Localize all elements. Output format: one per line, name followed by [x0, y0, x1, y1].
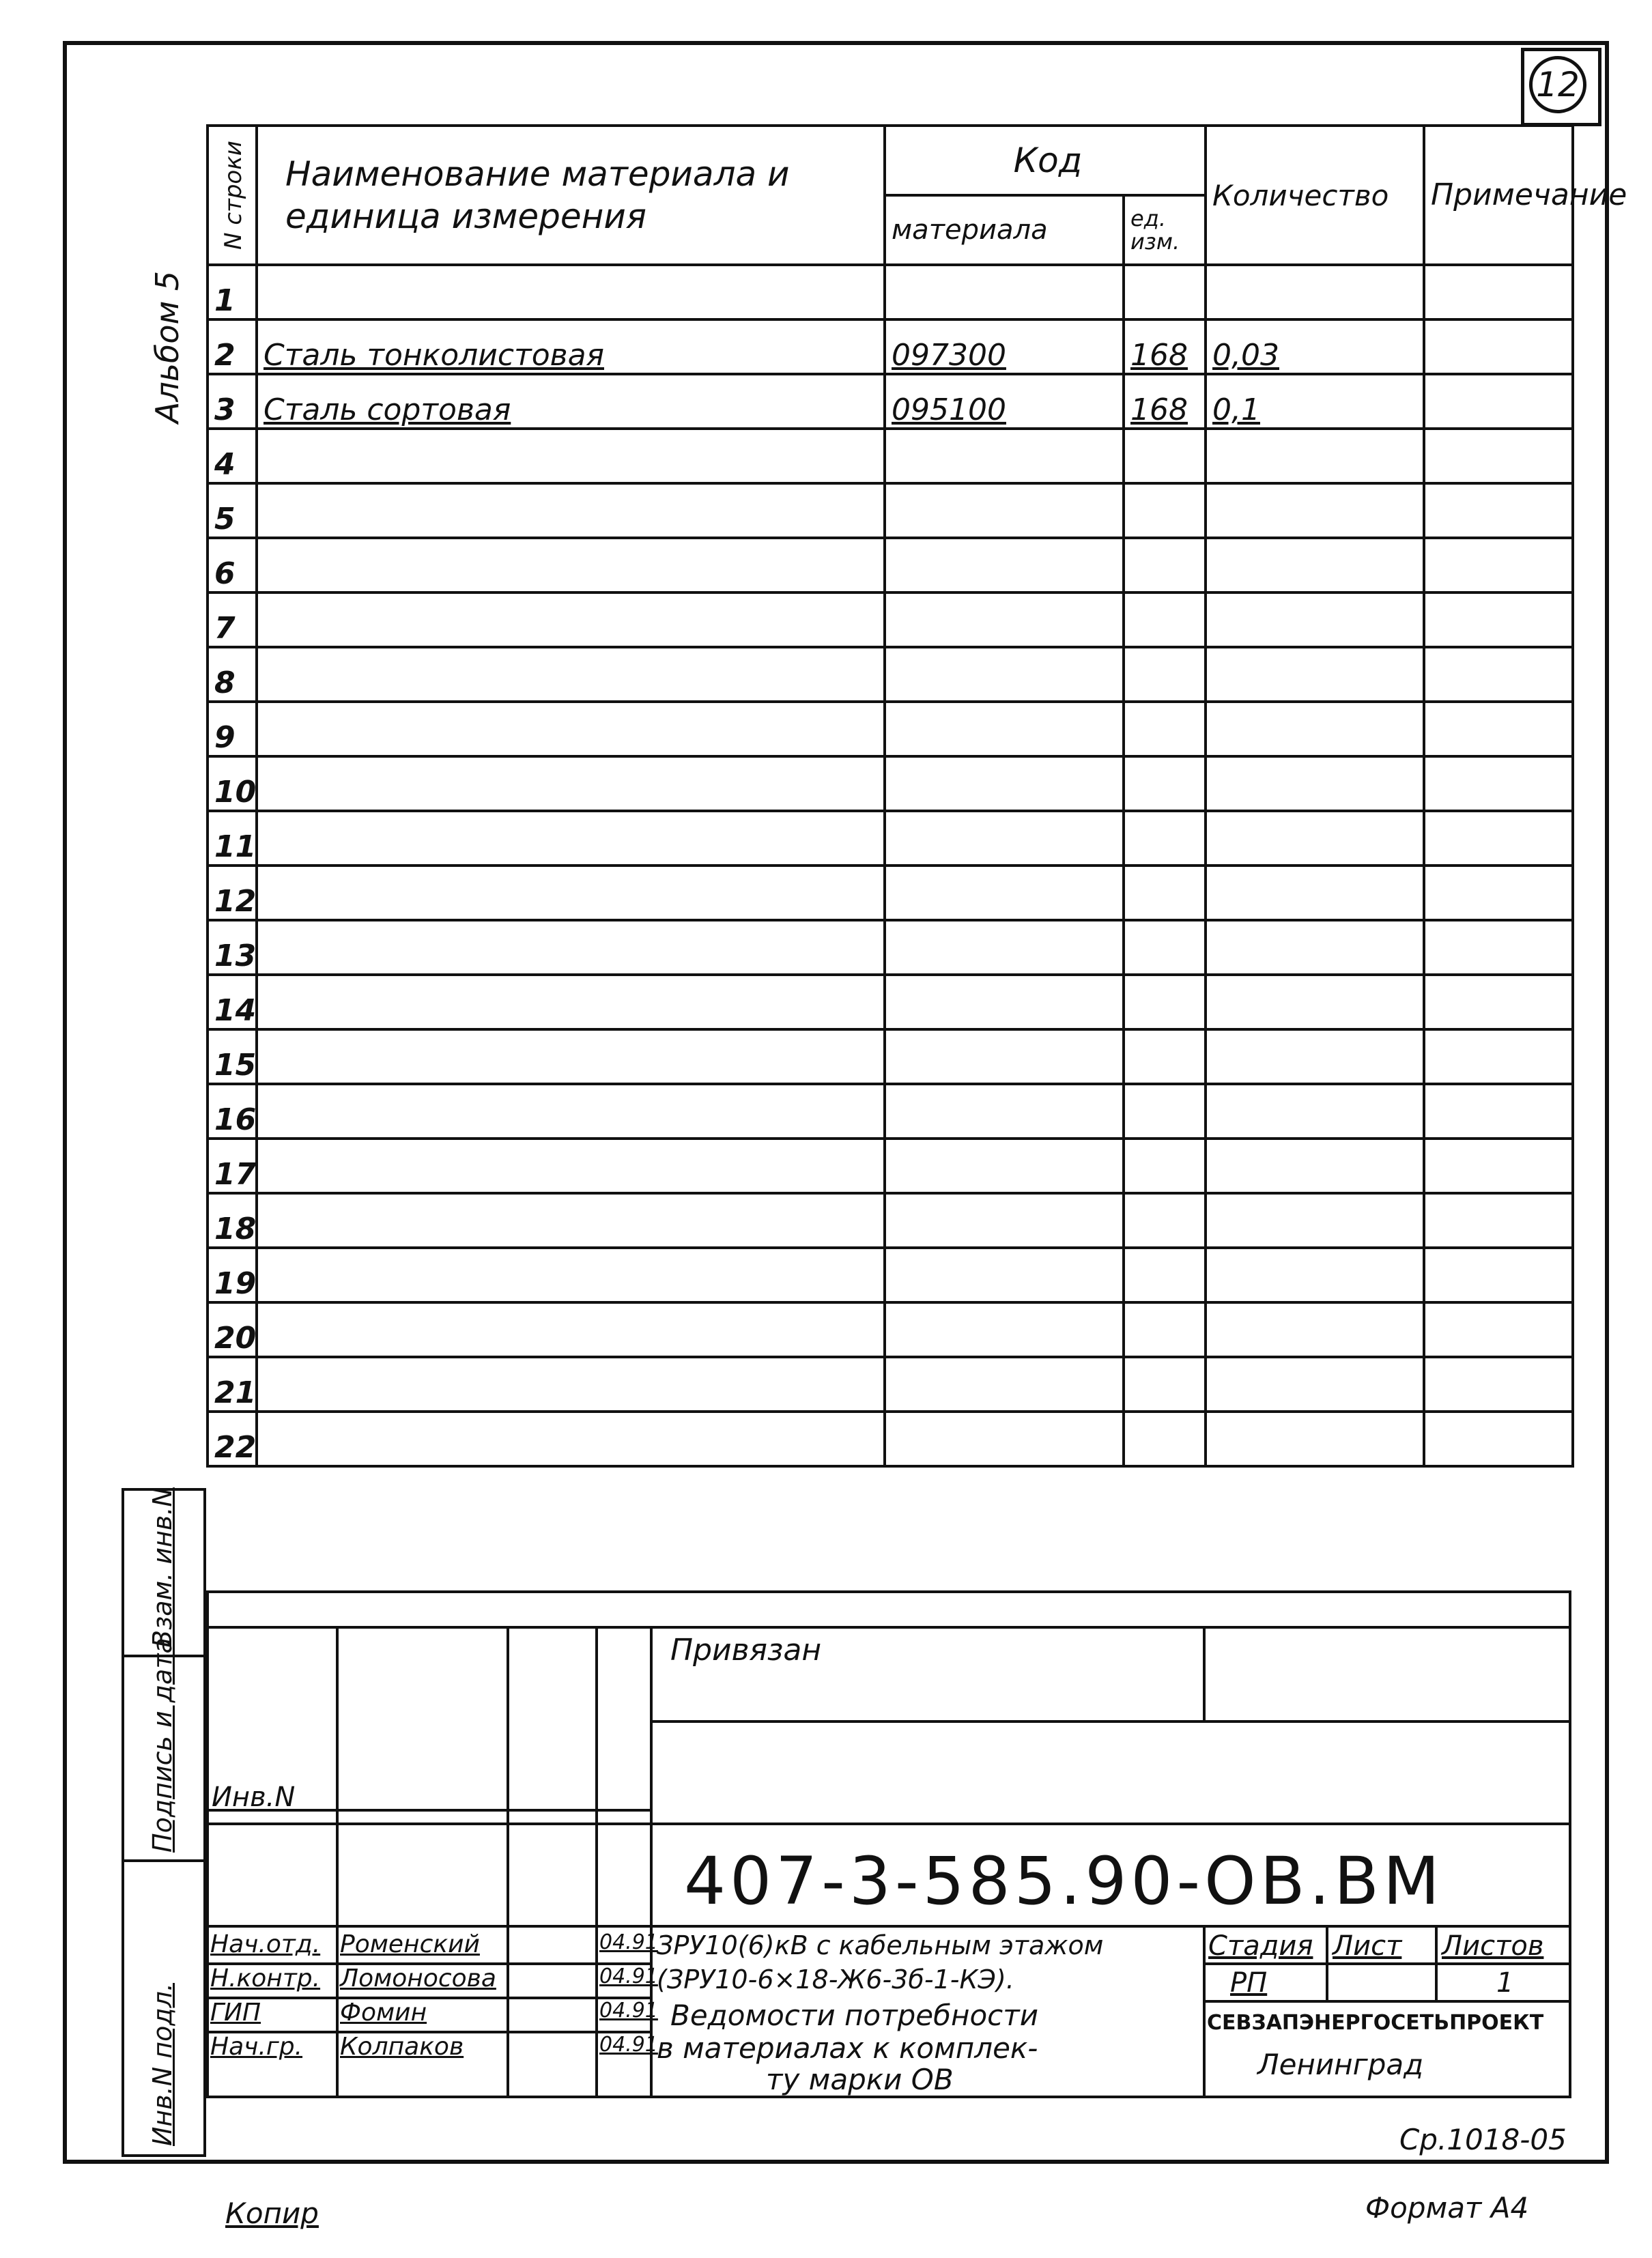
table-row [208, 1357, 1573, 1412]
quantity: 0,03 [1206, 319, 1424, 374]
material-code [885, 1248, 1124, 1302]
title-line-1: ЗРУ10(6)кВ с кабельным этажом [657, 1930, 1104, 1960]
unit-code [1124, 647, 1206, 702]
header-row-no: N строки [208, 126, 257, 265]
quantity [1206, 1302, 1424, 1357]
material-code [885, 975, 1124, 1029]
row-number: 8 [208, 647, 257, 702]
unit-code [1124, 866, 1206, 920]
quantity [1206, 1084, 1424, 1139]
material-name [257, 975, 885, 1029]
table-row [208, 811, 1573, 866]
note [1424, 1193, 1573, 1248]
table-row [208, 756, 1573, 811]
signer-name: Фомин [340, 1999, 427, 2027]
material-code [885, 702, 1124, 756]
quantity: 0,1 [1206, 374, 1424, 429]
unit-code [1124, 1139, 1206, 1193]
quantity [1206, 538, 1424, 592]
organization-city: Ленинград [1257, 2048, 1424, 2081]
material-code [885, 1084, 1124, 1139]
row-number: 1 [208, 265, 257, 319]
material-name: Сталь тонколистовая [257, 319, 885, 374]
table-row [208, 975, 1573, 1029]
material-name [257, 1029, 885, 1084]
material-name [257, 920, 885, 975]
signer-name: Роменский [340, 1930, 480, 1958]
material-code [885, 483, 1124, 538]
material-name [257, 538, 885, 592]
title-line-3: Ведомости потребности [670, 1999, 1039, 2032]
quantity [1206, 265, 1424, 319]
quantity [1206, 920, 1424, 975]
header-name: Наименование материала и единица измерения [257, 126, 885, 265]
material-name [257, 265, 885, 319]
quantity [1206, 866, 1424, 920]
table-header-row-1 [208, 126, 1573, 195]
table-row [208, 429, 1573, 483]
row-number: 18 [208, 1193, 257, 1248]
sheet-label: Лист [1333, 1930, 1402, 1962]
form-code: Ср.1018-05 [1399, 2123, 1567, 2156]
signer-role: Н.контр. [210, 1964, 321, 1992]
material-name [257, 811, 885, 866]
material-name [257, 483, 885, 538]
material-code [885, 265, 1124, 319]
material-code [885, 1357, 1124, 1412]
note [1424, 1029, 1573, 1084]
quantity [1206, 975, 1424, 1029]
note [1424, 866, 1573, 920]
quantity [1206, 1139, 1424, 1193]
material-code [885, 1139, 1124, 1193]
row-number: 22 [208, 1412, 257, 1466]
title-line-4: в материалах к комплек- [657, 2031, 1038, 2065]
note [1424, 265, 1573, 319]
format-label: Формат А4 [1365, 2191, 1529, 2225]
unit-code [1124, 265, 1206, 319]
material-code [885, 1029, 1124, 1084]
unit-code [1124, 1084, 1206, 1139]
table-row [208, 265, 1573, 319]
signer-date: 04.91 [599, 1964, 658, 1988]
sheet-number: 12 [1529, 56, 1586, 113]
row-number: 13 [208, 920, 257, 975]
note [1424, 647, 1573, 702]
row-number: 6 [208, 538, 257, 592]
unit-code [1124, 1412, 1206, 1466]
row-number: 2 [208, 319, 257, 374]
table-row [208, 1193, 1573, 1248]
table-row [208, 1139, 1573, 1193]
quantity [1206, 1193, 1424, 1248]
row-number: 3 [208, 374, 257, 429]
material-name [257, 1139, 885, 1193]
material-code [885, 756, 1124, 811]
table-row [208, 374, 1573, 429]
note [1424, 1357, 1573, 1412]
material-code [885, 538, 1124, 592]
privyazan-label: Привязан [670, 1633, 822, 1668]
material-name [257, 702, 885, 756]
sheets-value: 1 [1496, 1967, 1514, 1999]
stage-value: РП [1230, 1967, 1268, 1999]
signer-role: ГИП [210, 1999, 261, 2027]
header-quantity: Количество [1206, 126, 1424, 265]
unit-code [1124, 1248, 1206, 1302]
note [1424, 756, 1573, 811]
signer-role: Нач.отд. [210, 1930, 321, 1958]
inv-no-label: Инв.N [212, 1782, 296, 1813]
material-code: 097300 [885, 319, 1124, 374]
table-row [208, 1248, 1573, 1302]
quantity [1206, 429, 1424, 483]
copied-label: Копир [225, 2197, 319, 2230]
material-code [885, 1193, 1124, 1248]
row-number: 19 [208, 1248, 257, 1302]
material-name [257, 866, 885, 920]
unit-code: 168 [1124, 374, 1206, 429]
unit-code [1124, 483, 1206, 538]
unit-code [1124, 920, 1206, 975]
materials-table [206, 124, 1627, 1468]
material-name [257, 647, 885, 702]
row-number: 16 [208, 1084, 257, 1139]
quantity [1206, 811, 1424, 866]
material-name [257, 592, 885, 647]
table-row [208, 483, 1573, 538]
table-row [208, 920, 1573, 975]
note [1424, 1248, 1573, 1302]
table-row [208, 592, 1573, 647]
material-name [257, 1248, 885, 1302]
note [1424, 319, 1573, 374]
row-number: 14 [208, 975, 257, 1029]
unit-code [1124, 756, 1206, 811]
title-block [206, 1590, 1571, 2157]
unit-code [1124, 702, 1206, 756]
note [1424, 702, 1573, 756]
title-line-2: (ЗРУ10-6×18-Ж6-3б-1-КЭ). [657, 1964, 1014, 1995]
row-number: 5 [208, 483, 257, 538]
row-number: 7 [208, 592, 257, 647]
material-code [885, 429, 1124, 483]
row-number: 12 [208, 866, 257, 920]
side-field-vzam: Взам. инв.N [147, 1487, 177, 1648]
material-code [885, 592, 1124, 647]
sheets-label: Листов [1442, 1930, 1544, 1962]
signer-name: Ломоносова [340, 1964, 496, 1992]
signer-date: 04.91 [599, 1930, 658, 1954]
unit-code [1124, 1357, 1206, 1412]
material-code [885, 920, 1124, 975]
table-row [208, 1302, 1573, 1357]
note [1424, 975, 1573, 1029]
material-code [885, 1302, 1124, 1357]
signer-date: 04.91 [599, 1999, 658, 2023]
signer-role: Нач.гр. [210, 2033, 303, 2061]
note [1424, 483, 1573, 538]
note [1424, 374, 1573, 429]
row-number: 17 [208, 1139, 257, 1193]
quantity [1206, 702, 1424, 756]
material-code [885, 811, 1124, 866]
material-code: 095100 [885, 374, 1124, 429]
note [1424, 1412, 1573, 1466]
quantity [1206, 483, 1424, 538]
table-row [208, 1412, 1573, 1466]
table-row [208, 1084, 1573, 1139]
material-name [257, 1193, 885, 1248]
title-line-5: ту марки ОВ [766, 2063, 954, 2096]
side-field-inv-podl: Инв.N подл. [147, 1983, 177, 2146]
header-code: Код [885, 126, 1206, 195]
row-number: 10 [208, 756, 257, 811]
unit-code [1124, 811, 1206, 866]
material-code [885, 647, 1124, 702]
unit-code: 168 [1124, 319, 1206, 374]
row-number: 20 [208, 1302, 257, 1357]
quantity [1206, 647, 1424, 702]
material-name [257, 1302, 885, 1357]
note [1424, 811, 1573, 866]
unit-code [1124, 1193, 1206, 1248]
material-code [885, 866, 1124, 920]
stage-label: Стадия [1208, 1930, 1313, 1962]
note [1424, 538, 1573, 592]
note [1424, 429, 1573, 483]
quantity [1206, 1357, 1424, 1412]
row-number: 21 [208, 1357, 257, 1412]
note [1424, 1139, 1573, 1193]
material-name [257, 756, 885, 811]
quantity [1206, 1029, 1424, 1084]
signer-date: 04.91 [599, 2033, 658, 2057]
unit-code [1124, 538, 1206, 592]
quantity [1206, 1412, 1424, 1466]
table-row [208, 538, 1573, 592]
table-row [208, 702, 1573, 756]
material-name: Сталь сортовая [257, 374, 885, 429]
side-fields-strip [122, 1488, 206, 2157]
header-code-material: материала [885, 195, 1124, 265]
quantity [1206, 756, 1424, 811]
quantity [1206, 592, 1424, 647]
quantity [1206, 1248, 1424, 1302]
document-designation: 407-3-585.90-ОВ.ВМ [684, 1843, 1444, 1919]
table-row [208, 647, 1573, 702]
material-name [257, 1357, 885, 1412]
note [1424, 592, 1573, 647]
note [1424, 920, 1573, 975]
row-number: 9 [208, 702, 257, 756]
side-field-podpis: Подпись и дата [147, 1638, 177, 1853]
unit-code [1124, 592, 1206, 647]
row-number: 4 [208, 429, 257, 483]
signer-name: Колпаков [340, 2033, 464, 2061]
row-number: 11 [208, 811, 257, 866]
row-number: 15 [208, 1029, 257, 1084]
table-row [208, 866, 1573, 920]
material-name [257, 1084, 885, 1139]
unit-code [1124, 975, 1206, 1029]
note [1424, 1302, 1573, 1357]
note [1424, 1084, 1573, 1139]
unit-code [1124, 1302, 1206, 1357]
material-code [885, 1412, 1124, 1466]
unit-code [1124, 429, 1206, 483]
material-name [257, 1412, 885, 1466]
header-note: Примечание [1424, 126, 1573, 265]
header-code-unit: ед. изм. [1124, 195, 1206, 265]
organization-name: СЕВЗАПЭНЕРГОСЕТЬПРОЕКТ [1207, 2011, 1544, 2035]
table-row [208, 319, 1573, 374]
album-label: Альбом 5 [149, 270, 186, 423]
unit-code [1124, 1029, 1206, 1084]
table-row [208, 1029, 1573, 1084]
material-name [257, 429, 885, 483]
